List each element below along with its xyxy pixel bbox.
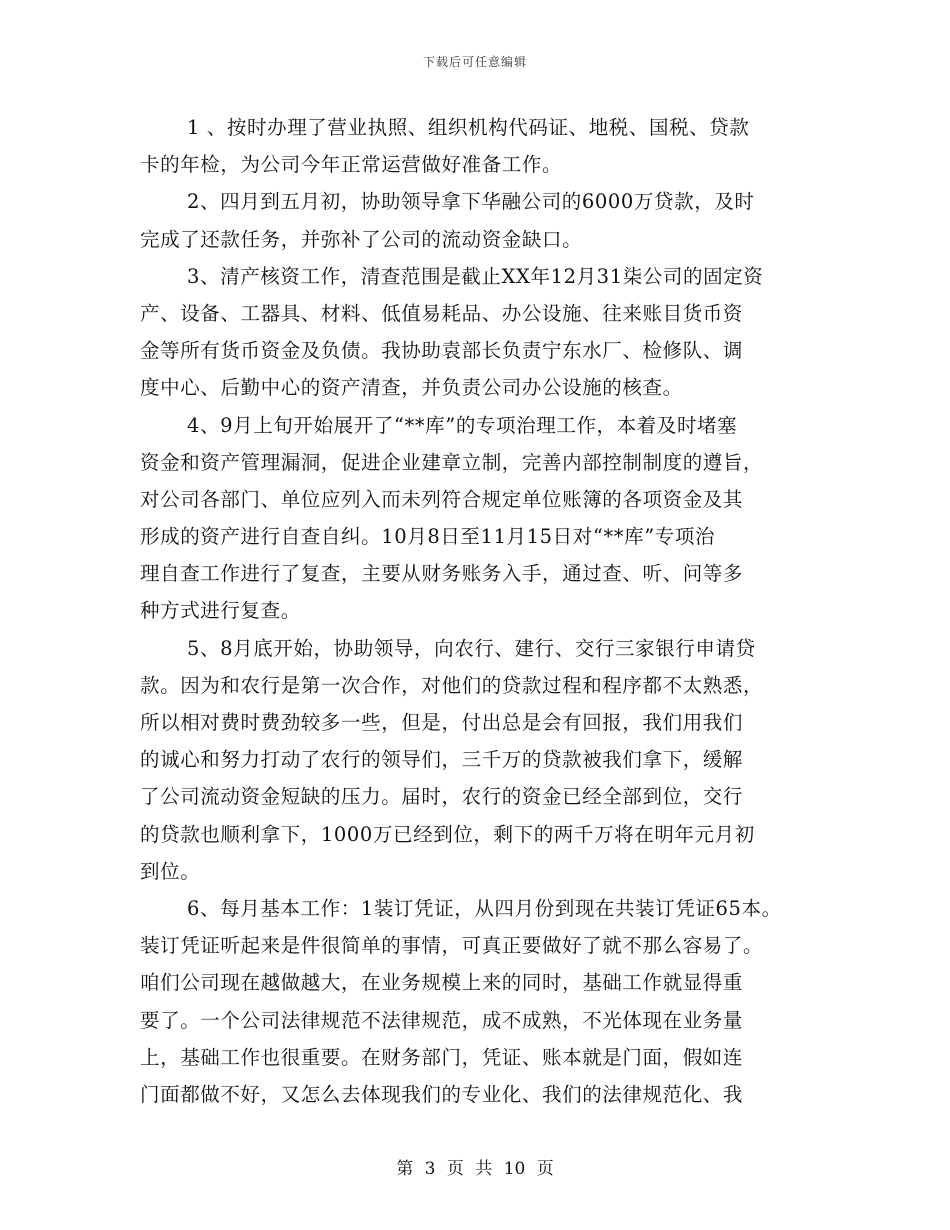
paragraph-line: 装订凭证听起来是件很简单的事情，可真正要做好了就不那么容易了。 bbox=[140, 934, 764, 958]
paragraph-line: 卡的年检，为公司今年正常运营做好准备工作。 bbox=[140, 153, 563, 177]
paragraph-line: 要了。一个公司法律规范不法律规范，成不成熟，不光体现在业务量 bbox=[140, 1008, 744, 1032]
paragraph-first-line: 5、8月底开始，协助领导，向农行、建行、交行三家银行申请贷 bbox=[187, 636, 756, 660]
paragraph-line: 理自查工作进行了复查，主要从财务账务入手，通过查、听、问等多 bbox=[140, 562, 744, 586]
document-body bbox=[140, 109, 830, 1113]
paragraph-first-line: 1 、按时办理了营业执照、组织机构代码证、地税、国税、贷款 bbox=[187, 116, 750, 139]
paragraph-line: 上，基础工作也很重要。在财务部门，凭证、账本就是门面，假如连 bbox=[140, 1045, 744, 1069]
paragraph-first-line: 3、清产核资工作，清查范围是截止XX年12月31柒公司的固定资 bbox=[187, 264, 764, 288]
paragraph-line: 完成了还款任务，并弥补了公司的流动资金缺口。 bbox=[140, 227, 583, 251]
paragraph-line: 的贷款也顺利拿下，1000万已经到位，剩下的两千万将在明年元月初 bbox=[140, 822, 755, 846]
paragraph-line: 到位。 bbox=[140, 859, 201, 883]
paragraph-line: 对公司各部门、单位应列入而未列符合规定单位账簿的各项资金及其 bbox=[140, 487, 744, 511]
page-number-footer: 第 3 页 共 10 页 bbox=[396, 1159, 554, 1179]
paragraph-line: 资金和资产管理漏洞，促进企业建章立制，完善内部控制制度的遵旨， bbox=[140, 450, 764, 474]
page-header: 下载后可任意编辑 bbox=[422, 55, 527, 69]
paragraph-first-line: 4、9月上旬开始展开了“**库”的专项治理工作，本着及时堵塞 bbox=[187, 413, 738, 437]
paragraph-first-line: 2、四月到五月初，协助领导拿下华融公司的6000万贷款，及时 bbox=[187, 190, 755, 214]
paragraph-first-line: 6、每月基本工作：1装订凭证，从四月份到现在共装订凭证65本。 bbox=[187, 896, 782, 920]
paragraph-line: 了公司流动资金短缺的压力。届时，农行的资金已经全部到位，交行 bbox=[140, 785, 744, 809]
paragraph-line: 门面都做不好，又怎么去体现我们的专业化、我们的法律规范化、我 bbox=[140, 1082, 744, 1106]
paragraph-line: 款。因为和农行是第一次合作，对他们的贷款过程和程序都不太熟悉， bbox=[140, 673, 764, 697]
paragraph-line: 度中心、后勤中心的资产清查，并负责公司办公设施的核查。 bbox=[140, 376, 683, 400]
paragraph-line: 咱们公司现在越做越大，在业务规模上来的同时，基础工作就显得重 bbox=[140, 971, 744, 995]
paragraph-line: 产、设备、工器具、材料、低值易耗品、办公设施、往来账目货币资 bbox=[140, 301, 744, 325]
paragraph-line: 形成的资产进行自查自纠。10月8日至11月15日对“**库”专项治 bbox=[140, 525, 716, 549]
paragraph-line: 的诚心和努力打动了农行的领导们，三千万的贷款被我们拿下，缓解 bbox=[140, 748, 744, 772]
paragraph-line: 所以相对费时费劲较多一些，但是，付出总是会有回报，我们用我们 bbox=[140, 711, 744, 734]
paragraph-line: 种方式进行复查。 bbox=[140, 599, 301, 623]
paragraph-line: 金等所有货币资金及负债。我协助袁部长负责宁东水厂、检修队、调 bbox=[140, 339, 744, 363]
